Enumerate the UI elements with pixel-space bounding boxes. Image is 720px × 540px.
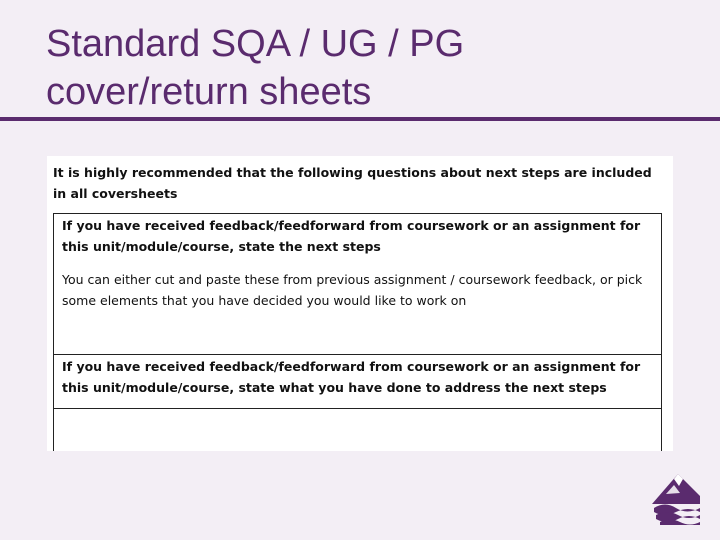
title-divider — [0, 117, 720, 121]
table-row — [54, 355, 661, 409]
addressed-steps-question: If you have received feedback/feedforward from coursework or an assignment for this unit/module/course, state what you have done to address the next steps — [62, 359, 641, 395]
slide-title — [46, 20, 686, 116]
next-steps-table — [53, 213, 662, 451]
mountain-waves-logo-icon — [648, 470, 704, 526]
slide-title-line-1: Standard SQA / UG / PG — [46, 23, 465, 65]
table-row — [54, 214, 661, 355]
slide-title-line-2: cover/return sheets — [46, 71, 372, 113]
next-steps-guidance: You can either cut and paste these from previous assignment / coursework feedback, or pick some elements that you have decided you would like to work on — [62, 272, 643, 308]
next-steps-question: If you have received feedback/feedforward from coursework or an assignment for this unit/module/course, state the next steps — [62, 218, 641, 254]
coversheet-recommendation-text: It is highly recommended that the following questions about next steps are included in all coversheets — [53, 165, 652, 201]
coversheet-document-image — [47, 156, 673, 451]
